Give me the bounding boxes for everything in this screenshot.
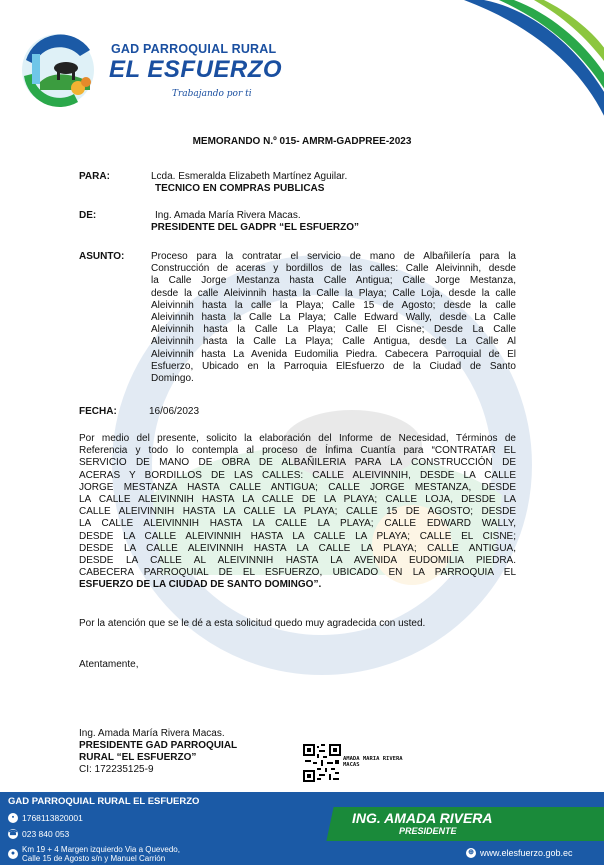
para-label: PARA: [79,171,110,182]
body-line: LA CALLE ALEIVINNIH HASTA LA CALLE LA PLAYA; CALLE EDWARD WALLY, [79,518,516,530]
closing-text: Atentamente, [79,659,139,670]
qr-code-icon [303,744,341,782]
signature-ci: CI: 172235125-9 [79,764,154,775]
de-label: DE: [79,210,97,221]
asunto-line: Aleivinnih hasta La Avenida Eudomilia Piedra. Cabecera Parroquial de El [151,348,516,360]
e-signature-surname: MACAS [343,762,360,768]
asunto-line: la Calle Jorge Mestanza hasta Calle Antigua; Calle Jorge Mestanza, [151,275,516,287]
globe-icon: ⊕ [466,848,476,858]
org-name-main: EL ESFUERZO [109,56,283,83]
body-line: CALLE ALEIVINNIH HASTA LA CALLE LA PLAYA; CALLE 15 DE AGOSTO; DESDE [79,506,516,518]
footer-website[interactable] [466,848,573,858]
org-name-top: GAD PARROQUIAL RURAL [111,42,277,56]
footer-phone [8,829,69,839]
phone-icon: ☎ [8,830,18,837]
body-line: DESDE LA CALLE ALEIVINNIH HASTA LA CALLE LA PLAYA; CALLE ANTIGUA, [79,542,516,554]
body-line: CABECERA PARROQUIAL DE EL ESFUERZO, UBICADO EN LA PARROQUIA EL [79,567,516,579]
footer-ruc [8,813,83,823]
de-sender-name: Ing. Amada María Rivera Macas. [155,210,301,221]
body-line: DESDE LA CALLE AL ALEIVINNIH HASTA LA AVENIDA EUDOMILIA PIEDRA. [79,555,516,567]
org-tagline: Trabajando por ti [172,89,252,99]
footer-president-role: PRESIDENTE [399,826,457,836]
header-swoosh-graphic [444,0,604,140]
footer-address-line2: Calle 15 de Agosto s/n y Manuel Carrión [22,854,166,863]
body-line: DESDE LA CALLE ALEIVINNIH HASTA LA CALLE LA PLAYA; CALLE EL CISNE; [79,530,516,542]
asunto-line: Proceso para la contratar el servicio de mano de Albañilería para la [151,251,516,262]
para-recipient-role: TECNICO EN COMPRAS PUBLICAS [155,183,325,194]
asunto-line: Aleivinnih hasta la Calle La Playa; Calle Antigua, desde La Calle Al [151,336,516,348]
para-recipient-name: Lcda. Esmeralda Elizabeth Martínez Aguilar. [151,171,348,182]
footer-ruc-value: 1768113820001 [22,813,83,823]
e-signature-text [343,756,403,768]
body-line: SERVICIO DE MANO DE OBRA DE ALBAÑILERIA PARA LA CONSTRUCCIÓN DE [79,457,516,469]
footer-address-line1: Km 19 + 4 Margen izquierdo Via a Quevedo, [22,845,180,854]
fecha-label: FECHA: [79,406,117,417]
e-signature-name: AMADA MARIA RIVERA [343,756,403,762]
footer-website-url[interactable]: www.elesfuerzo.gob.ec [480,848,573,858]
body-line: LA CALLE ALEIVINNIH HASTA LA CALLE DE LA PLAYA; CALLE LOJA, DESDE LA [79,494,516,506]
gad-logo-icon [18,30,110,108]
footer-phone-value: 023 840 053 [22,829,70,839]
body-line: ESFUERZO DE LA CIUDAD DE SANTO DOMINGO”. [79,579,322,591]
fecha-value: 16/06/2023 [149,406,200,417]
asunto-line: Aleivinnih hasta la Calle La Playa; Calle El Cisne; Desde La Calle [151,324,516,336]
de-sender-role: PRESIDENTE DEL GADPR “EL ESFUERZO” [151,222,359,233]
asunto-text [151,251,516,385]
signature-role-line2: RURAL “EL ESFUERZO” [79,752,197,763]
signature-role-line1: PRESIDENTE GAD PARROQUIAL [79,740,238,751]
thanks-text: Por la atención que se le dé a esta solicitud quedo muy agradecida con usted. [79,618,426,629]
footer-president-name: ING. AMADA RIVERA [352,810,493,826]
memo-body [79,433,516,592]
id-icon: ▪ [8,813,18,823]
asunto-line: Aleivinnih hasta la Calle La Playa; Calle Edward Wally, desde La Calle [151,312,516,324]
asunto-line: Construcción de aceras y bordillos de las calles: Calle Aleivinnih, desde [151,263,516,275]
memo-title: MEMORANDO N.º 015- AMRM-GADPREE-2023 [192,136,412,147]
footer-org-name: GAD PARROQUIAL RURAL EL ESFUERZO [8,796,200,807]
asunto-line: Domingo. [151,373,194,385]
asunto-line: Esfuerzo, Ubicado en la Parroquia ElEsfuerzo de la Ciudad de Santo [151,360,516,372]
location-pin-icon: ● [8,849,18,859]
body-line: JORGE MESTANZA HASTA CALLE ANTIGUA; CALLE JORGE MESTANZA, DESDE [79,481,516,493]
signature-name: Ing. Amada María Rivera Macas. [79,728,225,739]
asunto-line: desde la calle Aleivinnih hasta la Calle la Playa; Calle Loja, desde la calle [151,287,516,299]
footer-bar [0,792,604,865]
asunto-line: Aleivinnih hasta la calle la Playa; Calle 15 de Agosto; desde la calle [151,299,516,311]
body-line: Referencia y todo lo contempla al proceso de Ínfima Cuantía para “CONTRATAR EL [79,445,516,457]
body-line: ACERAS Y BORDILLOS DE LAS CALLES: CALLE ALEIVINNIH, DESDE LA CALLE [79,469,516,481]
footer-address [8,845,180,863]
asunto-label: ASUNTO: [79,251,125,262]
body-line: Por medio del presente, solicito la elaboración del Informe de Necesidad, Términos de [79,433,516,444]
